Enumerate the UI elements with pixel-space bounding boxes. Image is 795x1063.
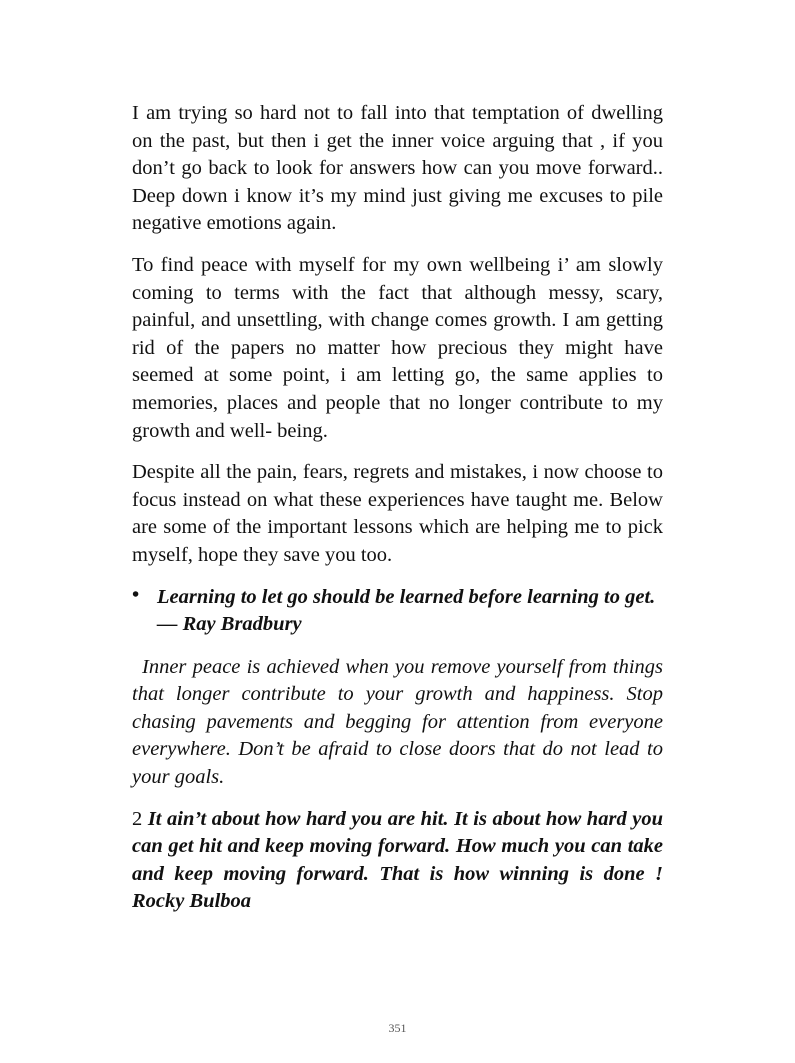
- page-number: 351: [388, 1021, 407, 1035]
- page-body: [132, 100, 663, 930]
- quote-rocky-number: 2: [132, 807, 143, 830]
- quote-rocky: [132, 806, 663, 916]
- quote-bradbury: [132, 584, 663, 639]
- paragraph-lessons: Despite all the pain, fears, regrets and mistakes, i now choose to focus instead on what these experiences have taught me. Below are some of the important lessons which are helping me to pick myself, hope they save you too.: [132, 461, 663, 566]
- quote-rocky-text: It ain’t about how hard you are hit. It is about how hard you can get hit and keep moving forward. How much you can take and keep moving forward. That is how winning is done ! Rocky Bulboa: [132, 807, 663, 913]
- paragraph-peace: To find peace with myself for my own wellbeing i’ am slowly coming to terms with the fact that although messy, scary, painful, and unsettling, with change comes growth. I am getting rid of the papers no matter how precious they might have seemed at some point, i am letting go, the same applies to memories, places and people that no longer contribute to my growth and well- being.: [132, 253, 663, 442]
- reflection-inner-peace: Inner peace is achieved when you remove yourself from things that longer contribute to your growth and happiness. Stop chasing pavements and begging for attention from everyone everywhere. Don’t be afraid to close doors that do not lead to your goals.: [132, 655, 663, 789]
- bullet-marker: •: [132, 583, 140, 606]
- paragraph-past: I am trying so hard not to fall into that temptation of dwelling on the past, but then i get the inner voice arguing that , if you don’t go back to look for answers how can you move forward.. Deep down i know it’s my mind just giving me excuses to pile negative emotions again.: [132, 102, 663, 235]
- quote-bradbury-text: Learning to let go should be learned before learning to get. — Ray Bradbury: [157, 585, 656, 636]
